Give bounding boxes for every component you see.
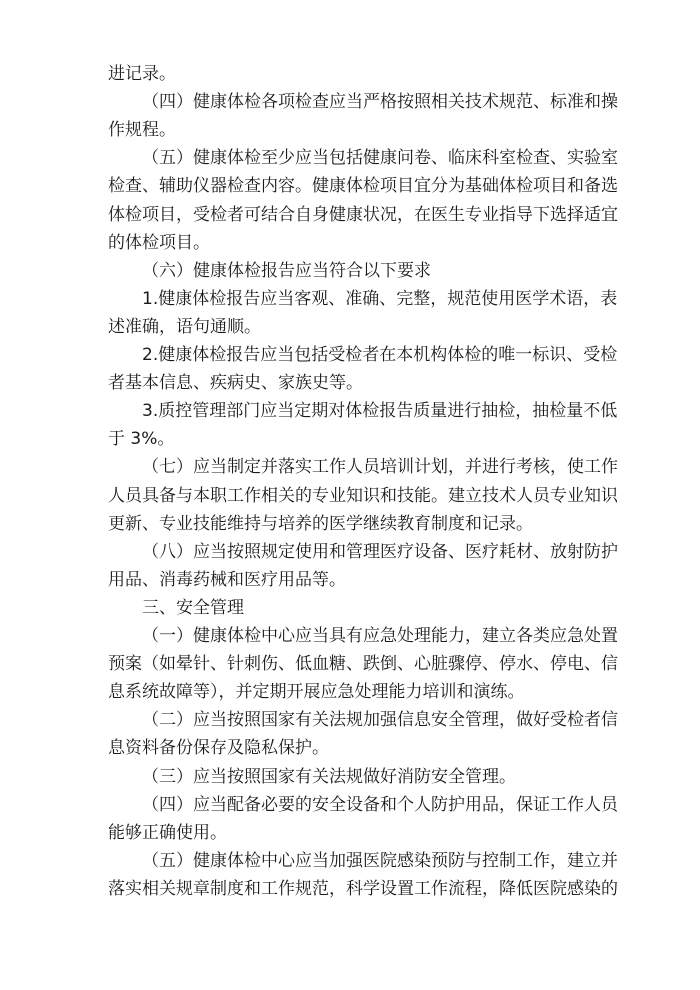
text-line: 检查、辅助仪器检查内容。健康体检项目宜分为基础体检项目和备选 [108,176,618,196]
text-line: （一）健康体检中心应当具有应急处理能力，建立各类应急处置 [142,626,618,646]
text-line: 3.质控管理部门应当定期对体检报告质量进行抽检，抽检量不低 [142,401,618,421]
text-line: 体检项目，受检者可结合自身健康状况，在医生专业指导下选择适宜 [108,205,618,225]
text-line: （五）健康体检中心应当加强医院感染预防与控制工作，建立并 [142,851,618,871]
text-line: 预案（如晕针、针刺伤、低血糖、跌倒、心脏骤停、停水、停电、信 [108,654,618,674]
text-line: 于 3%。 [108,429,175,449]
text-line: 述准确，语句通顺。 [108,317,261,337]
text-line: 息系统故障等），并定期开展应急处理能力培训和演练。 [108,682,525,702]
text-line: 2.健康体检报告应当包括受检者在本机构体检的唯一标识、受检 [142,345,618,365]
text-line: 落实相关规章制度和工作规范，科学设置工作流程，降低医院感染的 [108,879,618,899]
text-line: （四）应当配备必要的安全设备和个人防护用品，保证工作人员 [142,795,618,815]
text-line: 能够正确使用。 [108,823,227,843]
text-line: （五）健康体检至少应当包括健康问卷、临床科室检查、实验室 [142,148,618,168]
text-line: （七）应当制定并落实工作人员培训计划，并进行考核，使工作 [142,457,618,477]
text-line: （四）健康体检各项检查应当严格按照相关技术规范、标准和操 [142,92,618,112]
text-line: 的体检项目。 [108,233,210,253]
text-line: 三、安全管理 [142,598,244,618]
text-line: （八）应当按照规定使用和管理医疗设备、医疗耗材、放射防护 [142,542,618,562]
text-line: 用品、消毒药械和医疗用品等。 [108,570,346,590]
text-line: 1.健康体检报告应当客观、准确、完整，规范使用医学术语，表 [142,289,618,309]
text-line: 更新、专业技能维持与培养的医学继续教育制度和记录。 [108,514,533,534]
text-line: 进记录。 [108,64,176,84]
text-line: 息资料备份保存及隐私保护。 [108,738,329,758]
text-line: （六）健康体检报告应当符合以下要求 [142,261,431,281]
text-line: （三）应当按照国家有关法规做好消防安全管理。 [142,767,516,787]
text-line: 人员具备与本职工作相关的专业知识和技能。建立技术人员专业知识 [108,486,618,506]
text-line: 作规程。 [108,120,176,140]
text-line: （二）应当按照国家有关法规加强信息安全管理，做好受检者信 [142,710,618,730]
text-line: 者基本信息、疾病史、家族史等。 [108,373,363,393]
